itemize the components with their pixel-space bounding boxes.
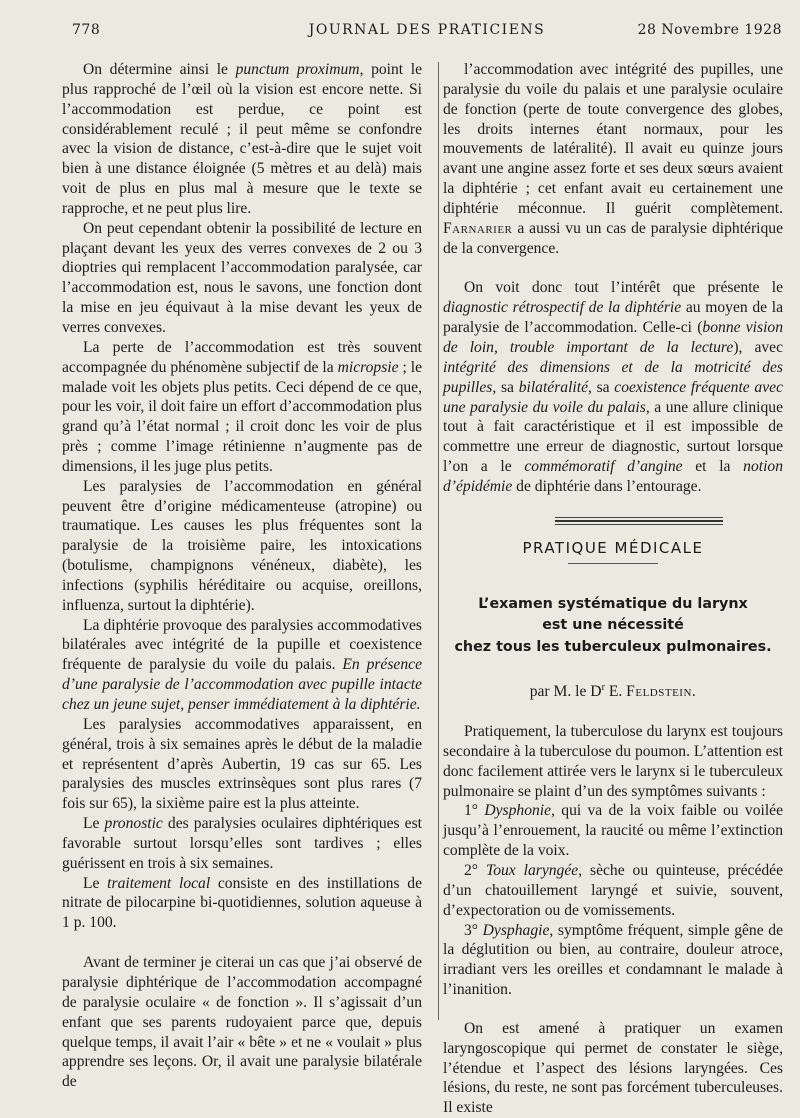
text-run: de diphtérie dans l’entourage. xyxy=(512,477,702,495)
paragraph xyxy=(443,921,783,1000)
paragraph xyxy=(62,338,422,477)
text-run: Le xyxy=(83,815,105,833)
text-run: , sèche ou quinteuse, précédée d’un chatouillement laryngé et suivie, souvent, d’expectoration ou de vomissements. xyxy=(443,862,783,919)
italic-run: Dysphonie xyxy=(484,802,552,820)
text-run: Avant de terminer je citerai un cas que j’ai observé de paralysie diphtérique de l’accommodation accompagné de paralysie oculaire « de fonction ». Il s’agissait d’un enfant que ses parents rudoyaient parce que, depuis quelque temps, il avait l’air « bête » et ne « voulait » plus apprendre ses leçons. Or, il avait une paralysie bilatérale de xyxy=(62,954,422,1091)
italic-run: bilatéralité xyxy=(518,378,588,396)
text-run: l’accommodation avec intégrité des pupilles, une paralysie du voile du palais et une paralysie oculaire de fonction (perte de toute convergence des globes, les droits internes étant normaux, pour les mouvements de latéralité). Il avait eu quinze jours avant une angine assez forte et ses deux sœurs avaient la diphtérie ; cet enfant avait eu certainement une diphtérie méconnue. Il guérit complètement. xyxy=(443,61,783,217)
section-rule xyxy=(555,517,723,525)
paragraph xyxy=(62,477,422,616)
column-divider xyxy=(438,62,439,1020)
paragraph xyxy=(443,60,783,258)
page-number: 778 xyxy=(72,22,101,38)
text-run: Les paralysies de l’accommodation en général peuvent être d’origine médicamenteuse (atropine) ou traumatique. Les causes les plus fréquentes sont la paralysie de la troisième paire, les intoxications (botulisme, champignons vénéneux, diabète), les infections (syphilis héréditaire ou acquise, oreillons, influenza, surtout la diphtérie). xyxy=(62,477,422,614)
paragraph xyxy=(62,60,422,219)
italic-run: En présence d’une paralysie de l’accommodation avec pupille intacte chez un jeune sujet, penser immédiatement à la diphtérie. xyxy=(62,656,422,713)
text-run: , sa xyxy=(492,378,519,396)
paragraph xyxy=(62,953,422,1092)
text-run: Pratiquement, la tuberculose du larynx est toujours secondaire à la tuberculose du poumon. L’attention est donc facilement attirée vers le larynx si le tuberculeux pulmonaire se plaint d’un des symptômes suivants : xyxy=(443,723,783,800)
smallcaps-run: Farnarier xyxy=(443,219,513,237)
text-run: On est amené à pratiquer un examen laryngoscopique qui permet de constater le siège, l’étendue et l’aspect des lésions laryngées. Ces lésions, du reste, ne sont pas forcément tuberculeuses. Il existe xyxy=(443,1019,783,1117)
italic-run: micropsie xyxy=(337,358,399,376)
text-run: On détermine ainsi le xyxy=(83,61,236,78)
text-run: , symptôme fréquent, simple gêne de la déglutition ou bien, au contraire, douleur atroce, irradiant vers les oreilles et condamnant le malade à l’inanition. xyxy=(443,921,783,999)
article-title-line: chez tous les tuberculeux pulmonaires. xyxy=(454,638,772,655)
italic-run: pronostic xyxy=(104,815,163,833)
text-run: , qui va de la voix faible ou voilée jusqu’à l’enrouement, la raucité ou même l’extinction complète de la voix. xyxy=(443,802,783,860)
text-run: 1° xyxy=(464,802,485,820)
paragraph xyxy=(443,861,783,921)
text-run: La diphtérie provoque des paralysies accommodatives bilatérales avec intégrité de la pupille et coexistence fréquente de paralysie du voile du palais. xyxy=(62,616,422,674)
paragraph xyxy=(62,219,422,338)
left-column xyxy=(62,60,422,1092)
italic-run: Dysphagie xyxy=(482,921,550,939)
text-run: On voit donc tout l’intérêt que présente le xyxy=(464,279,783,297)
article-title-line: est une nécessité xyxy=(542,617,684,634)
italic-run: commémoratif d’angine xyxy=(524,458,683,476)
paragraph xyxy=(62,874,422,934)
text-run: Les paralysies accommodatives apparaissent, en général, trois à six semaines après le début de la maladie et représentent d’après Aubertin, 19 cas sur 65. Les paralysies des muscles extrinsèques sont plus rares (7 fois sur 65), la sixième paire est la plus atteinte. xyxy=(62,715,422,813)
text-run: ; le malade voit les objets plus petits. Ceci dépend de ce que, pour les voir, il doit faire un effort d’accommodation plus grand qu’à l’état normal ; il croit donc les voir de plus près ; comme l’image rétinienne n’augmente pas de dimensions, il les juge plus petits. xyxy=(62,358,422,475)
article-title xyxy=(443,594,783,659)
text-run: 3° xyxy=(464,921,483,939)
section-heading: PRATIQUE MÉDICALE xyxy=(522,538,704,557)
text-run: , sa xyxy=(587,378,615,396)
text-run: au moyen de la paralysie de l’accommodation. Celle-ci ( xyxy=(443,299,783,337)
article-author: par M. le $D^r$ E. Feldstein. xyxy=(529,682,697,701)
italic-run: intégrité des dimensions et de la motricité des pupilles xyxy=(443,358,783,396)
text-run: a aussi vu un cas de paralysie diphtérique de la convergence. xyxy=(443,219,783,257)
text-run: consiste en des instillations de nitrate de pilocarpine bi-quotidiennes, solution aqueuse à 1 p. 100. xyxy=(62,874,422,932)
right-column xyxy=(443,60,783,1118)
text-run: des paralysies oculaires diphtériques est favorable surtout lorsqu’elles sont tardives ; elles guérissent en trois à six semaines. xyxy=(62,815,422,872)
text-run: , point le plus rapproché de l’œil où la vision est encore nette. Si l’accommodation est perdue, ce point est considérablement reculé ; il peut même se confondre avec la vision de distance, c’est-à-dire que le sujet voit bien à une distance éloignée (5 mètres et au delà) mais voit de plus en plus mal à mesure que le texte se rapproche, et ne peut plus lire. xyxy=(62,61,423,217)
paragraph xyxy=(443,801,783,861)
text-run: Le xyxy=(83,874,108,892)
paragraph xyxy=(62,814,422,874)
text-run: On peut cependant obtenir la possibilité de lecture en plaçant devant les yeux des verres convexes de 2 ou 3 dioptries qui remplacent l’accommodation paralysée, car l’accommodation est, nous le savons, une fonction dont la mise en jeu équivaut à la mise devant les yeux de verres convexes. xyxy=(62,219,422,336)
journal-title: JOURNAL DES PRATICIENS xyxy=(308,22,546,38)
text-run: 2° xyxy=(464,862,486,879)
section-ornament xyxy=(568,563,658,564)
page-header xyxy=(72,22,782,44)
paragraph xyxy=(443,722,783,801)
italic-run: coexistence fréquente avec une paralysie du voile du palais xyxy=(443,378,783,416)
paragraph xyxy=(443,1019,783,1118)
author-name: Feldstein. xyxy=(626,683,697,701)
text-run: , a une allure clinique tout à fait caractéristique et il est impossible de commettre une erreur de diagnostic, surtout lorsque l’on a le xyxy=(443,398,783,476)
text-run: et la xyxy=(682,458,744,476)
italic-run: punctum proximum xyxy=(235,61,360,78)
italic-run: Toux laryngée xyxy=(485,862,579,879)
text-run: La perte de l’accommodation est très souvent accompagnée du phénomène subjectif de la xyxy=(62,338,422,376)
text-run: ), avec xyxy=(733,338,783,356)
italic-run: notion d’épidémie xyxy=(443,458,783,495)
italic-run: diagnostic rétrospectif de la diphtérie xyxy=(443,299,682,317)
paragraph xyxy=(62,715,422,814)
paragraph xyxy=(62,616,422,715)
italic-run: bonne vision de loin, trouble important de la lecture xyxy=(443,319,783,356)
issue-date: 28 Novembre 1928 xyxy=(637,22,782,38)
article-title-line: L’examen systématique du larynx xyxy=(478,595,748,612)
paragraph xyxy=(443,278,783,496)
italic-run: traitement local xyxy=(107,874,211,892)
